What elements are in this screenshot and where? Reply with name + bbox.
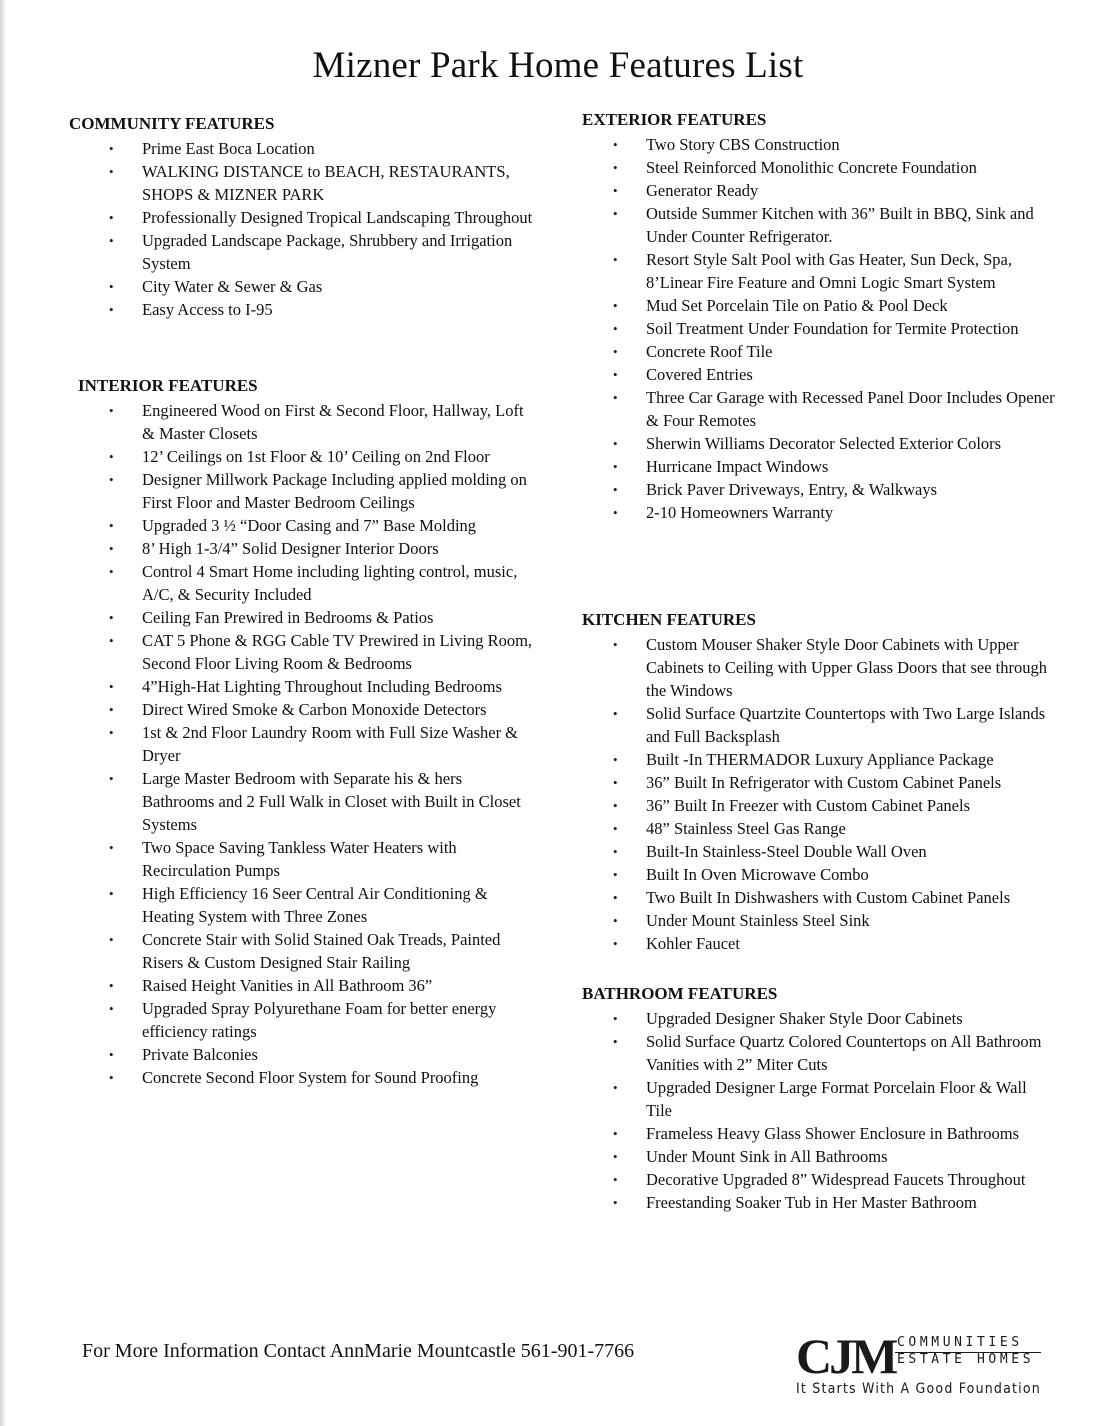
bullet-icon: • xyxy=(613,798,618,813)
feature-text: Generator Ready xyxy=(646,181,759,200)
feature-text: Ceiling Fan Prewired in Bedrooms & Patios xyxy=(142,608,434,627)
section-heading: EXTERIOR FEATURES xyxy=(582,110,767,129)
footer-contact-text: For More Information Contact AnnMarie Mountcastle 561-901-7766 xyxy=(82,1340,635,1362)
section-heading: COMMUNITY FEATURES xyxy=(69,114,275,133)
bullet-icon: • xyxy=(613,1034,618,1049)
bullet-icon: • xyxy=(109,978,114,993)
feature-item xyxy=(69,160,542,206)
feature-text: Kohler Faucet xyxy=(646,934,740,953)
feature-item xyxy=(582,294,1056,317)
feature-item xyxy=(582,909,1056,932)
bullet-icon: • xyxy=(613,867,618,882)
feature-text: Covered Entries xyxy=(646,365,753,384)
feature-text: Two Space Saving Tankless Water Heaters with Recirculation Pumps xyxy=(142,838,457,880)
feature-item xyxy=(78,997,537,1043)
section-heading: KITCHEN FEATURES xyxy=(582,610,756,629)
bullet-icon: • xyxy=(109,633,114,648)
feature-text: Professionally Designed Tropical Landscaping Throughout xyxy=(142,208,533,227)
feature-list xyxy=(69,137,542,321)
feature-text: CAT 5 Phone & RGG Cable TV Prewired in Living Room, Second Floor Living Room & Bedrooms xyxy=(142,631,533,673)
feature-item xyxy=(78,629,537,675)
bullet-icon: • xyxy=(109,472,114,487)
bullet-icon: • xyxy=(109,679,114,694)
feature-item xyxy=(69,275,542,298)
feature-item xyxy=(582,1122,1056,1145)
feature-item xyxy=(582,455,1056,478)
bullet-icon: • xyxy=(613,706,618,721)
feature-text: WALKING DISTANCE to BEACH, RESTAURANTS, SHOPS & MIZNER PARK xyxy=(142,162,510,204)
bullet-icon: • xyxy=(613,890,618,905)
bullet-icon: • xyxy=(613,505,618,520)
feature-item xyxy=(78,928,537,974)
feature-text: Mud Set Porcelain Tile on Patio & Pool Deck xyxy=(646,296,948,315)
feature-item xyxy=(78,836,537,882)
bullet-icon: • xyxy=(109,141,114,156)
feature-item xyxy=(69,137,542,160)
feature-text: Solid Surface Quartzite Countertops with Two Large Islands and Full Backsplash xyxy=(646,704,1046,746)
feature-item xyxy=(69,229,542,275)
bullet-icon: • xyxy=(109,403,114,418)
logo-line-communities: COMMUNITIES xyxy=(897,1335,1023,1350)
bullet-icon: • xyxy=(613,1011,618,1026)
feature-item xyxy=(78,445,537,468)
bullet-icon: • xyxy=(109,449,114,464)
page-edge-shadow xyxy=(0,0,6,1426)
bullet-icon: • xyxy=(613,206,618,221)
feature-item xyxy=(582,863,1056,886)
bullet-icon: • xyxy=(109,702,114,717)
exterior-features-section xyxy=(582,109,1056,524)
logo-line-estate-homes: ESTATE HOMES xyxy=(897,1352,1035,1367)
feature-text: Under Mount Sink in All Bathrooms xyxy=(646,1147,888,1166)
feature-text: Hurricane Impact Windows xyxy=(646,457,829,476)
feature-text: Raised Height Vanities in All Bathroom 36” xyxy=(142,976,433,995)
section-heading: BATHROOM FEATURES xyxy=(582,984,778,1003)
feature-text: Upgraded Spray Polyurethane Foam for better energy efficiency ratings xyxy=(142,999,497,1041)
feature-item xyxy=(582,317,1056,340)
bullet-icon: • xyxy=(613,137,618,152)
feature-item xyxy=(582,771,1056,794)
bullet-icon: • xyxy=(613,390,618,405)
feature-item xyxy=(582,702,1056,748)
bullet-icon: • xyxy=(613,936,618,951)
feature-text: Under Mount Stainless Steel Sink xyxy=(646,911,870,930)
feature-item xyxy=(582,156,1056,179)
feature-list xyxy=(78,399,537,1089)
bullet-icon: • xyxy=(613,1080,618,1095)
interior-features-section xyxy=(78,375,537,1089)
feature-text: Outside Summer Kitchen with 36” Built in BBQ, Sink and Under Counter Refrigerator. xyxy=(646,204,1034,246)
feature-text: Easy Access to I-95 xyxy=(142,300,273,319)
feature-text: Control 4 Smart Home including lighting control, music, A/C, & Security Included xyxy=(142,562,518,604)
feature-text: 48” Stainless Steel Gas Range xyxy=(646,819,846,838)
feature-item xyxy=(582,340,1056,363)
feature-text: Concrete Stair with Solid Stained Oak Treads, Painted Risers & Custom Designed Stair Railing xyxy=(142,930,501,972)
feature-text: 36” Built In Freezer with Custom Cabinet Panels xyxy=(646,796,970,815)
feature-text: Decorative Upgraded 8” Widespread Faucets Throughout xyxy=(646,1170,1026,1189)
bullet-icon: • xyxy=(613,321,618,336)
feature-item xyxy=(78,721,537,767)
feature-item xyxy=(78,399,537,445)
feature-text: Concrete Roof Tile xyxy=(646,342,773,361)
feature-item xyxy=(78,1066,537,1089)
bullet-icon: • xyxy=(613,637,618,652)
feature-item xyxy=(78,882,537,928)
bullet-icon: • xyxy=(613,775,618,790)
bullet-icon: • xyxy=(613,482,618,497)
feature-item xyxy=(582,133,1056,156)
feature-item xyxy=(78,468,537,514)
bullet-icon: • xyxy=(613,459,618,474)
bullet-icon: • xyxy=(109,725,114,740)
feature-item xyxy=(582,179,1056,202)
feature-text: 1st & 2nd Floor Laundry Room with Full Size Washer & Dryer xyxy=(142,723,519,765)
feature-text: Custom Mouser Shaker Style Door Cabinets with Upper Cabinets to Ceiling with Upper Glass Doors that see through the Windows xyxy=(646,635,1047,700)
feature-item xyxy=(78,560,537,606)
bullet-icon: • xyxy=(109,840,114,855)
feature-text: Private Balconies xyxy=(142,1045,258,1064)
feature-text: Two Built In Dishwashers with Custom Cabinet Panels xyxy=(646,888,1011,907)
bullet-icon: • xyxy=(109,564,114,579)
bullet-icon: • xyxy=(109,886,114,901)
feature-item xyxy=(582,1191,1056,1214)
bullet-icon: • xyxy=(109,279,114,294)
feature-item xyxy=(582,1168,1056,1191)
bullet-icon: • xyxy=(613,1126,618,1141)
bullet-icon: • xyxy=(109,1047,114,1062)
feature-text: Upgraded 3 ½ “Door Casing and 7” Base Molding xyxy=(142,516,477,535)
feature-text: Brick Paver Driveways, Entry, & Walkways xyxy=(646,480,938,499)
feature-text: Two Story CBS Construction xyxy=(646,135,840,154)
feature-text: City Water & Sewer & Gas xyxy=(142,277,323,296)
feature-text: 8’ High 1-3/4” Solid Designer Interior Doors xyxy=(142,539,439,558)
feature-item xyxy=(582,840,1056,863)
logo-mark: CJM xyxy=(796,1328,896,1384)
feature-item xyxy=(582,1076,1056,1122)
feature-text: Upgraded Designer Shaker Style Door Cabinets xyxy=(646,1009,963,1028)
bullet-icon: • xyxy=(109,233,114,248)
feature-list xyxy=(582,1007,1056,1214)
bullet-icon: • xyxy=(613,1195,618,1210)
feature-item xyxy=(582,633,1056,702)
feature-text: Steel Reinforced Monolithic Concrete Foundation xyxy=(646,158,977,177)
feature-text: Built -In THERMADOR Luxury Appliance Package xyxy=(646,750,994,769)
bullet-icon: • xyxy=(613,344,618,359)
bullet-icon: • xyxy=(613,913,618,928)
feature-text: Designer Millwork Package Including applied molding on First Floor and Master Bedroom Ceilings xyxy=(142,470,527,512)
feature-item xyxy=(582,1030,1056,1076)
feature-text: 12’ Ceilings on 1st Floor & 10’ Ceiling on 2nd Floor xyxy=(142,447,490,466)
feature-text: 2-10 Homeowners Warranty xyxy=(646,503,834,522)
bathroom-features-section xyxy=(582,983,1056,1214)
bullet-icon: • xyxy=(109,932,114,947)
bullet-icon: • xyxy=(613,1172,618,1187)
bullet-icon: • xyxy=(109,1001,114,1016)
feature-list xyxy=(582,133,1056,524)
feature-text: Upgraded Designer Large Format Porcelain Floor & Wall Tile xyxy=(646,1078,1027,1120)
bullet-icon: • xyxy=(613,367,618,382)
bullet-icon: • xyxy=(613,298,618,313)
bullet-icon: • xyxy=(109,541,114,556)
feature-item xyxy=(582,501,1056,524)
feature-text: Engineered Wood on First & Second Floor, Hallway, Loft & Master Closets xyxy=(142,401,524,443)
feature-text: 36” Built In Refrigerator with Custom Cabinet Panels xyxy=(646,773,1002,792)
feature-text: Direct Wired Smoke & Carbon Monoxide Detectors xyxy=(142,700,487,719)
bullet-icon: • xyxy=(613,1149,618,1164)
feature-item xyxy=(582,1007,1056,1030)
feature-item xyxy=(582,1145,1056,1168)
feature-item xyxy=(78,1043,537,1066)
feature-item xyxy=(69,206,542,229)
feature-item xyxy=(78,606,537,629)
feature-item xyxy=(69,298,542,321)
section-heading: INTERIOR FEATURES xyxy=(78,376,258,395)
feature-item xyxy=(582,363,1056,386)
feature-text: High Efficiency 16 Seer Central Air Conditioning & Heating System with Three Zones xyxy=(142,884,488,926)
bullet-icon: • xyxy=(613,752,618,767)
bullet-icon: • xyxy=(109,771,114,786)
bullet-icon: • xyxy=(613,436,618,451)
feature-text: Solid Surface Quartz Colored Countertops on All Bathroom Vanities with 2” Miter Cuts xyxy=(646,1032,1042,1074)
feature-text: Concrete Second Floor System for Sound Proofing xyxy=(142,1068,479,1087)
bullet-icon: • xyxy=(613,252,618,267)
cjm-logo xyxy=(794,1328,1044,1403)
feature-text: Frameless Heavy Glass Shower Enclosure in Bathrooms xyxy=(646,1124,1020,1143)
bullet-icon: • xyxy=(109,164,114,179)
feature-item xyxy=(78,698,537,721)
feature-text: Large Master Bedroom with Separate his & hers Bathrooms and 2 Full Walk in Closet with Built in Closet Systems xyxy=(142,769,521,834)
feature-text: Built-In Stainless-Steel Double Wall Oven xyxy=(646,842,927,861)
bullet-icon: • xyxy=(613,844,618,859)
feature-item xyxy=(78,974,537,997)
page-title: Mizner Park Home Features List xyxy=(312,45,804,86)
feature-list xyxy=(582,633,1056,955)
bullet-icon: • xyxy=(109,302,114,317)
logo-tagline: It Starts With A Good Foundation xyxy=(796,1381,1041,1397)
feature-item xyxy=(78,514,537,537)
feature-item xyxy=(582,748,1056,771)
feature-text: Prime East Boca Location xyxy=(142,139,315,158)
kitchen-features-section xyxy=(582,609,1056,955)
bullet-icon: • xyxy=(613,160,618,175)
feature-item xyxy=(582,794,1056,817)
feature-item xyxy=(78,537,537,560)
feature-text: Freestanding Soaker Tub in Her Master Bathroom xyxy=(646,1193,977,1212)
feature-item xyxy=(582,478,1056,501)
feature-text: Built In Oven Microwave Combo xyxy=(646,865,869,884)
feature-text: Soil Treatment Under Foundation for Termite Protection xyxy=(646,319,1019,338)
bullet-icon: • xyxy=(613,821,618,836)
feature-text: Three Car Garage with Recessed Panel Door Includes Opener & Four Remotes xyxy=(646,388,1055,430)
feature-item xyxy=(582,817,1056,840)
bullet-icon: • xyxy=(109,1070,114,1085)
feature-item xyxy=(582,248,1056,294)
bullet-icon: • xyxy=(109,518,114,533)
bullet-icon: • xyxy=(613,183,618,198)
feature-text: 4”High-Hat Lighting Throughout Including Bedrooms xyxy=(142,677,502,696)
community-features-section xyxy=(69,113,542,321)
bullet-icon: • xyxy=(109,210,114,225)
feature-item xyxy=(78,675,537,698)
feature-item xyxy=(582,432,1056,455)
feature-item xyxy=(78,767,537,836)
feature-text: Upgraded Landscape Package, Shrubbery and Irrigation System xyxy=(142,231,513,273)
feature-item xyxy=(582,202,1056,248)
feature-item xyxy=(582,932,1056,955)
feature-text: Resort Style Salt Pool with Gas Heater, Sun Deck, Spa, 8’Linear Fire Feature and Omni Logic Smart System xyxy=(646,250,1012,292)
feature-item xyxy=(582,886,1056,909)
bullet-icon: • xyxy=(109,610,114,625)
feature-text: Sherwin Williams Decorator Selected Exterior Colors xyxy=(646,434,1002,453)
feature-item xyxy=(582,386,1056,432)
